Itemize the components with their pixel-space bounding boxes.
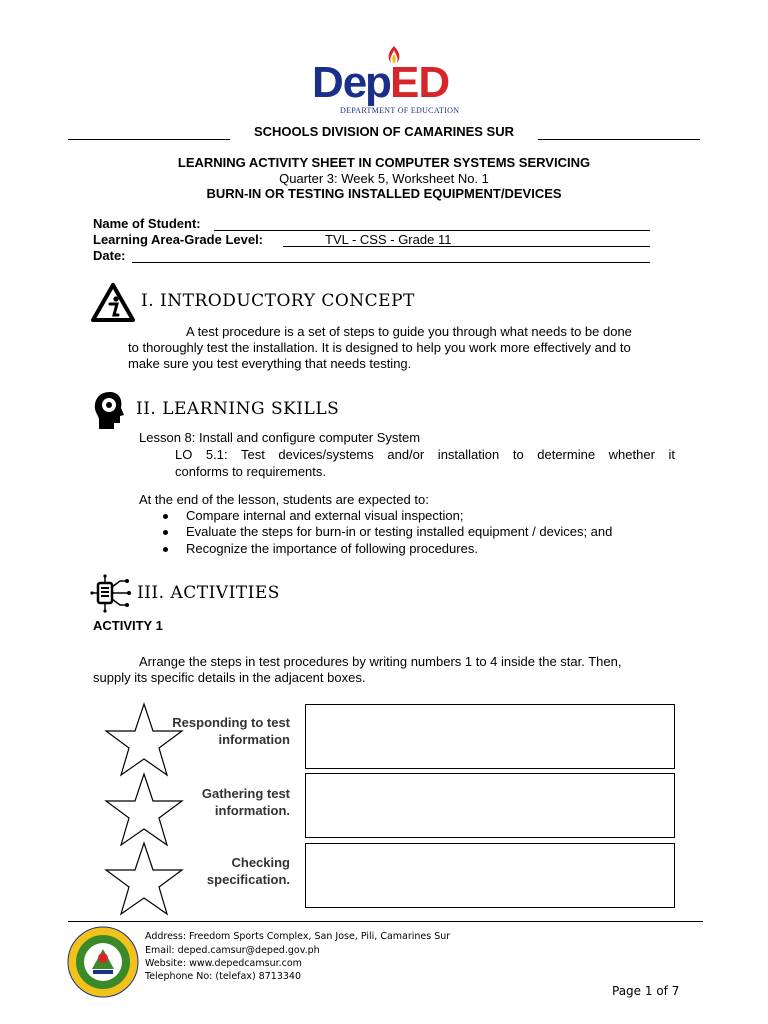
sheet-subtitle: Quarter 3: Week 5, Worksheet No. 1: [279, 171, 489, 186]
step-label: [150, 785, 290, 819]
footer-email[interactable]: Email: deped.camsur@deped.gov.ph: [145, 945, 320, 956]
step-label-line1: Gathering test: [201, 786, 290, 801]
footer-website[interactable]: Website: www.depedcamsur.com: [145, 958, 302, 969]
step-label-line1: Responding to test: [172, 715, 290, 730]
footer-divider: [68, 921, 703, 922]
step-label-line1: Checking: [231, 855, 290, 870]
date-label: Date:: [93, 248, 126, 263]
instruction-line1: Arrange the steps in test procedures by writing numbers 1 to 4 inside the star. Then,: [139, 654, 622, 669]
step-label-line2: information.: [214, 803, 290, 818]
learning-area-label: Learning Area-Grade Level:: [93, 232, 264, 247]
intro-text-line3: make sure you test everything that needs testing.: [128, 356, 412, 371]
objective-text: Recognize the importance of following procedures.: [186, 541, 478, 556]
answer-box-2[interactable]: [305, 773, 675, 838]
activity-label: ACTIVITY 1: [93, 618, 163, 633]
student-name-label: Name of Student:: [93, 216, 201, 231]
deped-logo: [300, 44, 470, 124]
bullet-icon: [163, 547, 168, 552]
step-label-line2: information: [218, 732, 290, 747]
student-name-line[interactable]: [214, 230, 650, 231]
lo-text-line1: LO 5.1: Test devices/systems and/or installation to determine whether it: [175, 447, 675, 462]
division-divider-right: [538, 139, 700, 140]
intro-text-line2: to thoroughly test the installation. It is designed to help you work more effectively and to: [128, 340, 631, 355]
sheet-topic: BURN-IN OR TESTING INSTALLED EQUIPMENT/DEVICES: [206, 186, 562, 201]
intro-text-line1: A test procedure is a set of steps to guide you through what needs to be done: [186, 324, 632, 339]
answer-box-1[interactable]: [305, 704, 675, 769]
objective-text: Evaluate the steps for burn-in or testing installed equipment / devices; and: [186, 524, 613, 539]
logo-text-p: p: [365, 58, 391, 107]
footer-address: Address: Freedom Sports Complex, San Jose, Pili, Camarines Sur: [145, 931, 451, 942]
step-label-line2: specification.: [206, 872, 290, 887]
footer-telephone: Telephone No: (telefax) 8713340: [145, 971, 301, 982]
bullet-icon: [163, 514, 168, 519]
step-label: [150, 854, 290, 888]
logo-subtitle: DEPARTMENT OF EDUCATION: [340, 106, 460, 115]
division-divider-left: [68, 139, 230, 140]
answer-box-3[interactable]: [305, 843, 675, 908]
step-label: [150, 714, 290, 748]
logo-text-de: De: [312, 58, 367, 107]
lo-text-line2: conforms to requirements.: [175, 464, 327, 479]
activities-section-title: III. ACTIVITIES: [137, 583, 280, 603]
logo-text-ed: ED: [390, 58, 450, 107]
intro-section-title: I. INTRODUCTORY CONCEPT: [141, 291, 415, 311]
division-title: SCHOOLS DIVISION OF CAMARINES SUR: [253, 124, 515, 139]
info-warning-icon: [90, 282, 136, 324]
head-brain-icon: [90, 388, 130, 432]
division-seal-icon: [66, 925, 140, 999]
page-number: Page 1 of 7: [612, 984, 680, 998]
circuit-document-icon: [90, 573, 134, 615]
lesson-text: Lesson 8: Install and configure computer System: [139, 430, 421, 445]
instruction-line2: supply its specific details in the adjacent boxes.: [93, 670, 366, 685]
objectives-intro: At the end of the lesson, students are expected to:: [139, 492, 429, 507]
objective-text: Compare internal and external visual inspection;: [186, 508, 464, 523]
learning-area-value: TVL - CSS - Grade 11: [325, 232, 452, 247]
bullet-icon: [163, 530, 168, 535]
skills-section-title: II. LEARNING SKILLS: [136, 399, 340, 419]
date-line[interactable]: [132, 262, 650, 263]
sheet-title: LEARNING ACTIVITY SHEET IN COMPUTER SYSTEMS SERVICING: [177, 155, 591, 170]
